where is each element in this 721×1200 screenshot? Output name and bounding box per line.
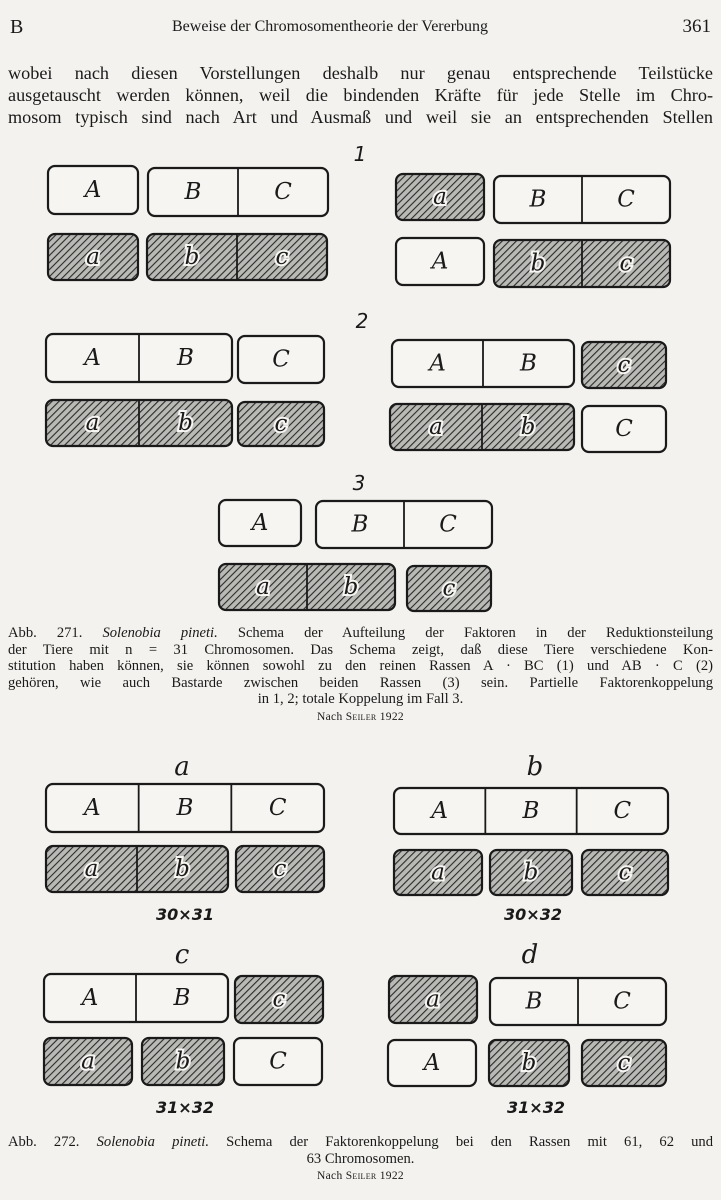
caption-text: stitution haben können, sie können sowohl zu den reinen Rassen (8, 658, 471, 674)
factor-label: a (81, 1048, 95, 1075)
section-letter: B (10, 16, 24, 38)
plain-chromosome-segment (490, 978, 666, 1025)
factor-label: b (520, 414, 536, 440)
factor-label: a (86, 244, 100, 270)
plain-chromosome-segment (238, 336, 324, 383)
factor-label: b (530, 250, 546, 277)
figure-271-caption (8, 625, 713, 725)
factor-label: A (423, 1050, 441, 1076)
factor-label: c (273, 856, 287, 882)
race-formula-1: A · BC (1) und (482, 658, 609, 674)
factor-label: C (613, 798, 632, 824)
hatched-chromosome-segment (490, 850, 572, 895)
factor-label: b (343, 574, 359, 600)
factor-label: b (523, 859, 539, 886)
factor-label: b (184, 244, 200, 270)
caption-line (8, 1134, 713, 1151)
plain-chromosome-segment (234, 1038, 322, 1085)
caption-line: gehören, wie auch Bastarde zwischen beiden Rassen (3) sein. Partielle Faktorenkoppelung (8, 674, 713, 691)
factor-label: A (84, 345, 101, 371)
plain-chromosome-segment (494, 176, 670, 223)
caption-label: Abb. 271. (8, 625, 83, 641)
hatched-chromosome-segment (238, 402, 324, 446)
factor-label: B (173, 985, 191, 1011)
caption-line: 63 Chromosomen. (306, 1150, 415, 1167)
hatched-chromosome-segment (494, 240, 670, 287)
factor-label: A (431, 798, 448, 824)
hatched-chromosome-segment (489, 1040, 569, 1086)
plain-chromosome-segment (582, 406, 666, 452)
hatched-chromosome-segment (389, 976, 477, 1023)
hatched-chromosome-segment (582, 342, 666, 388)
hatched-chromosome-segment (46, 846, 228, 892)
factor-label: c (275, 244, 289, 270)
factor-label: A (431, 248, 449, 275)
factor-label: A (429, 350, 446, 377)
factor-label: A (81, 985, 99, 1011)
page-number: 361 (682, 16, 711, 37)
factor-label: C (269, 1048, 287, 1075)
factor-label: c (618, 859, 632, 886)
factor-label: b (521, 1050, 537, 1076)
factor-label: B (351, 511, 369, 538)
panel-letter-b: b (526, 752, 544, 782)
caption-source: Nach Seiler 1922 (317, 710, 404, 723)
chromosome-count-d: 31×32 (507, 1098, 565, 1117)
factor-label: a (84, 856, 99, 882)
factor-label: c (272, 986, 286, 1013)
hatched-chromosome-segment (394, 850, 482, 895)
hatched-chromosome-segment (407, 566, 491, 611)
caption-line: der Tiere mit n = 31 Chromosomen. Das Schema zeigt, daß diese Tiere verschiedene Kon- (8, 641, 713, 658)
caption-line (8, 658, 713, 675)
factor-label: C (268, 795, 287, 821)
chromosome-count-a: 30×31 (156, 905, 214, 924)
caption-line (8, 625, 713, 642)
factor-label: A (251, 510, 269, 536)
body-line: mosom typisch sind nach Art und Ausmaß und weil sie an entsprechenden Stellen (8, 107, 713, 127)
plain-chromosome-segment (148, 168, 328, 216)
plain-chromosome-segment (316, 501, 492, 548)
factor-label: B (529, 186, 547, 213)
panel-number-3: 3 (352, 471, 366, 495)
hatched-chromosome-segment (396, 174, 484, 220)
factor-label: B (184, 179, 202, 205)
factor-label: b (178, 410, 193, 436)
body-line: wobei nach diesen Vorstellungen deshalb nur genau entsprechende Teilstücke (8, 63, 713, 83)
factor-label: B (525, 988, 543, 1015)
panel-number-2: 2 (355, 309, 369, 333)
plain-chromosome-segment (46, 334, 232, 382)
factor-label: B (176, 795, 194, 821)
hatched-chromosome-segment (390, 404, 574, 450)
panel-letter-c: c (174, 940, 190, 970)
factor-label: a (426, 986, 440, 1013)
factor-label: C (615, 416, 633, 442)
factor-label: C (274, 179, 292, 205)
chromosome-count-c: 31×32 (156, 1098, 214, 1117)
hatched-chromosome-segment (46, 400, 232, 446)
plain-chromosome-segment (44, 974, 228, 1022)
race-formula-2: AB · C (2) (621, 658, 714, 674)
caption-text: Schema der Aufteilung der Faktoren in der Reduktionsteilung (237, 625, 713, 641)
chromosome-count-b: 30×32 (504, 905, 562, 924)
plain-chromosome-segment (392, 340, 574, 387)
plain-chromosome-segment (46, 784, 324, 832)
hatched-chromosome-segment (235, 976, 323, 1023)
factor-label: a (429, 414, 443, 440)
factor-label: C (613, 988, 631, 1015)
factor-label: c (442, 575, 456, 602)
running-title: Beweise der Chromosomentheorie der Vererbung (172, 18, 489, 35)
caption-source: Nach Seiler 1922 (317, 1170, 404, 1182)
factor-label: B (177, 345, 194, 371)
hatched-chromosome-segment (582, 850, 668, 895)
source-author: Seiler (345, 1170, 377, 1182)
factor-label: c (617, 1050, 631, 1076)
figure-272-caption (8, 1134, 713, 1185)
factor-label: a (85, 410, 100, 436)
factor-label: B (520, 350, 537, 377)
panel-letter-a: a (174, 752, 190, 782)
factor-label: c (619, 250, 633, 277)
factor-label: b (175, 1048, 191, 1075)
factor-label: B (522, 798, 540, 824)
plain-chromosome-segment (48, 166, 138, 214)
factor-label: b (175, 856, 190, 882)
factor-label: C (439, 511, 457, 538)
hatched-chromosome-segment (147, 234, 327, 280)
plain-chromosome-segment (394, 788, 668, 834)
caption-text: Schema der Faktorenkoppelung bei den Rassen mit 61, 62 und (226, 1134, 714, 1150)
factor-label: A (84, 177, 102, 203)
hatched-chromosome-segment (582, 1040, 666, 1086)
factor-label: C (617, 186, 635, 213)
species-name: Solenobia pineti. (96, 1134, 209, 1150)
species-name: Solenobia pineti. (102, 625, 218, 641)
factor-label: a (433, 184, 447, 210)
hatched-chromosome-segment (219, 564, 395, 610)
hatched-chromosome-segment (48, 234, 138, 280)
factor-label: a (431, 859, 445, 886)
panel-letter-d: d (521, 940, 539, 970)
source-author: Seiler (345, 710, 377, 723)
plain-chromosome-segment (219, 500, 301, 546)
hatched-chromosome-segment (142, 1038, 224, 1085)
factor-label: C (272, 346, 290, 373)
panel-number-1: 1 (353, 142, 367, 166)
factor-label: c (274, 411, 288, 437)
plain-chromosome-segment (388, 1040, 476, 1086)
factor-label: a (256, 574, 270, 600)
hatched-chromosome-segment (44, 1038, 132, 1085)
body-line: ausgetauscht werden können, weil die bindenden Kräfte für jede Stelle im Chro- (8, 85, 713, 105)
caption-line: in 1, 2; totale Koppelung im Fall 3. (257, 691, 464, 707)
factor-label: A (84, 795, 101, 821)
caption-label: Abb. 272. (8, 1134, 80, 1150)
plain-chromosome-segment (396, 238, 484, 285)
factor-label: c (617, 352, 631, 378)
hatched-chromosome-segment (236, 846, 324, 892)
